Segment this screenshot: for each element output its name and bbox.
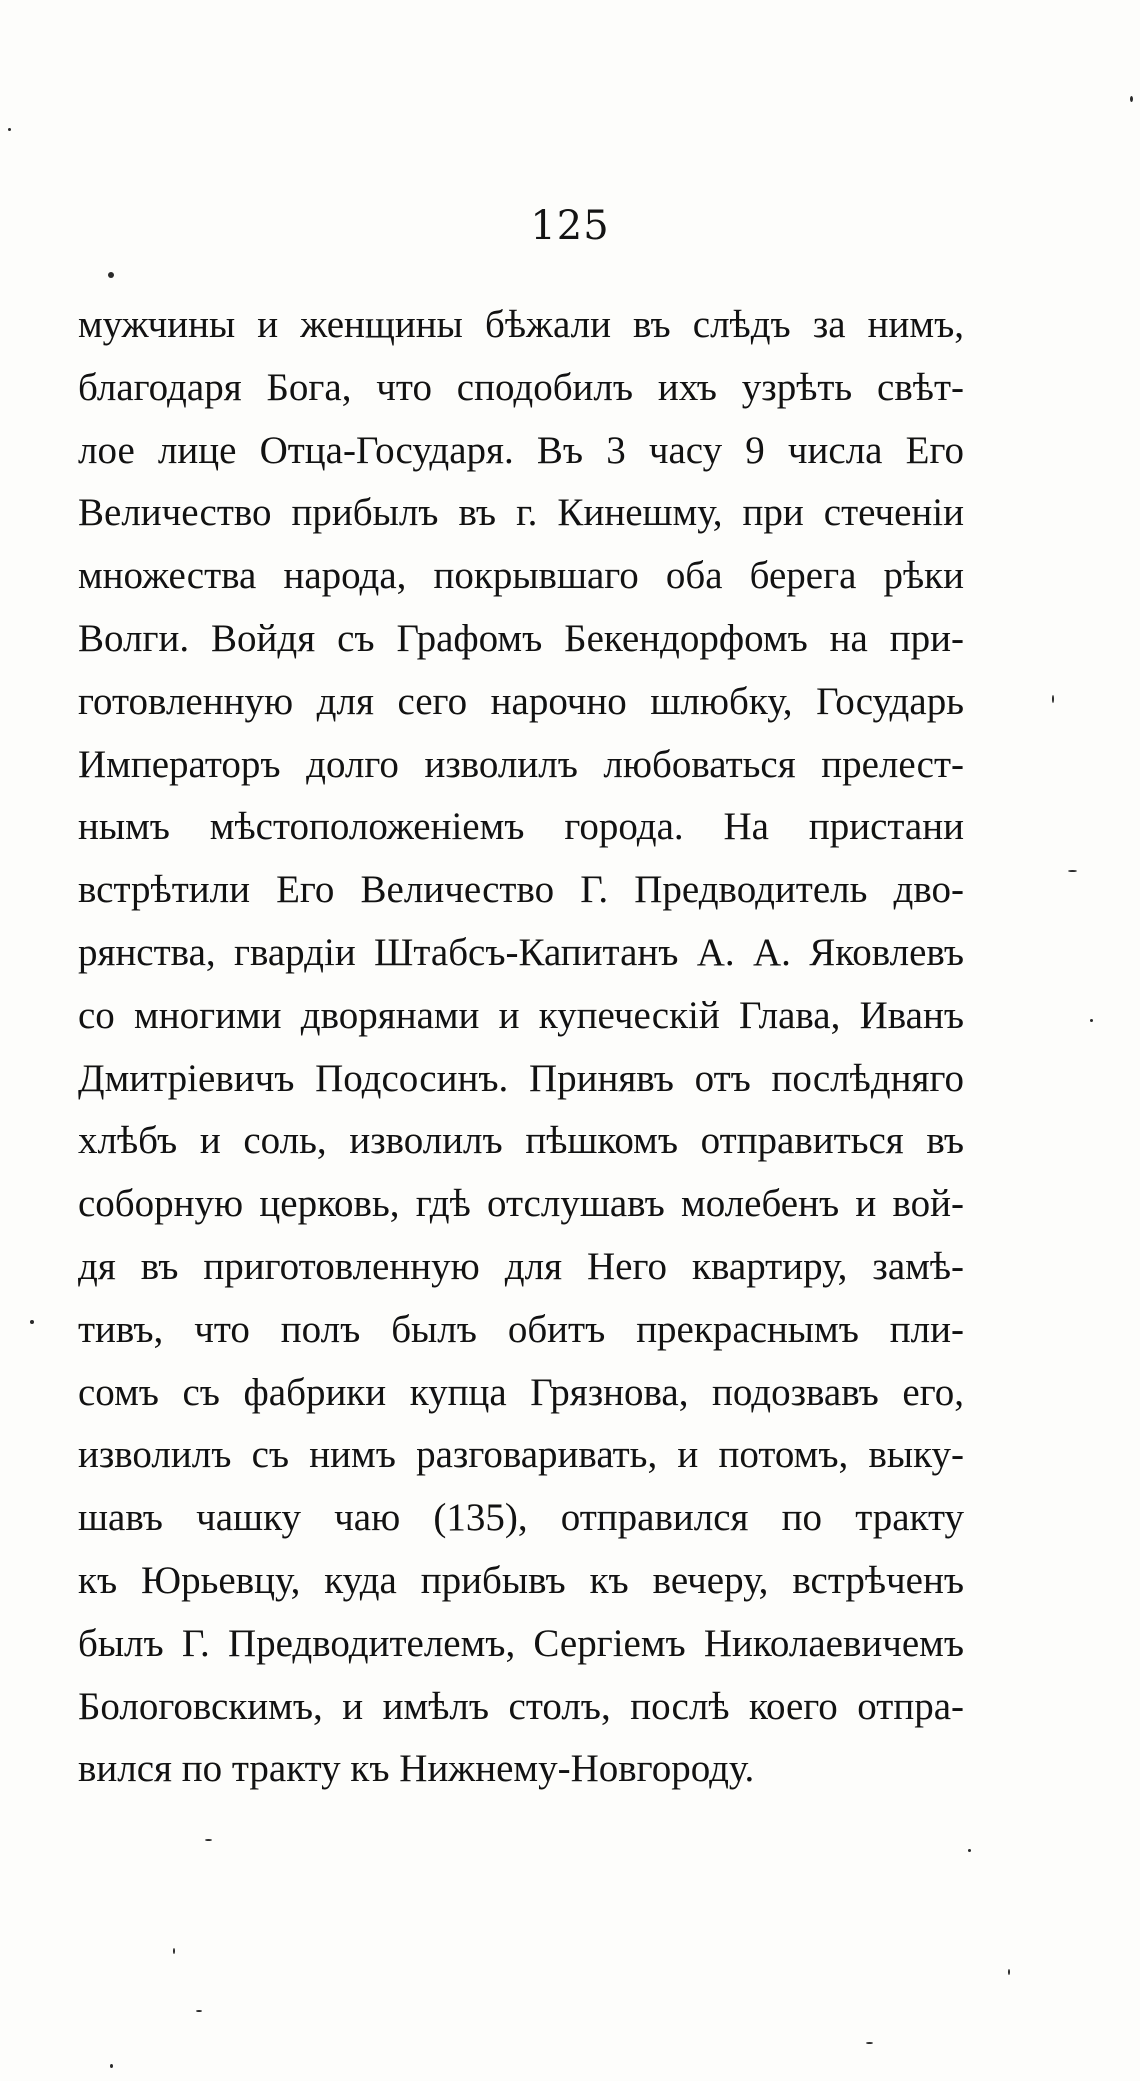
- text-line: вился по тракту къ Нижнему-Новгороду.: [78, 1747, 755, 1791]
- text-line: къ Юрьевцу, куда прибывъ къ вечеру, встрѣченъ: [78, 1558, 964, 1602]
- text-line: готовленную для сего нарочно шлюбку, Государь: [78, 679, 964, 723]
- text-line: встрѣтили Его Величество Г. Предводитель дво-: [78, 868, 964, 912]
- text-line: Императоръ долго изволилъ любоваться прелест-: [78, 742, 964, 786]
- scan-speck: [968, 1849, 971, 1852]
- text-line: со многими дворянами и купеческій Глава, Иванъ: [78, 993, 964, 1037]
- scan-speck: [30, 1320, 34, 1324]
- text-line: Дмитріевичъ Подсосинъ. Принявъ отъ послѣдняго: [78, 1056, 964, 1100]
- scan-speck: [1068, 870, 1077, 872]
- text-line: сомъ съ фабрики купца Грязнова, подозвавъ его,: [78, 1370, 964, 1414]
- text-line: лое лице Отца-Государя. Въ 3 часу 9 числа Его: [78, 428, 964, 472]
- scan-speck: [110, 2064, 113, 2068]
- text-line: нымъ мѣстоположеніемъ города. На пристани: [78, 805, 964, 849]
- text-line: мужчины и женщины бѣжали въ слѣдъ за нимъ,: [78, 303, 964, 346]
- scan-speck: [205, 1839, 212, 1841]
- text-line: Волги. Войдя съ Графомъ Бекендорфомъ на при-: [78, 616, 964, 660]
- scan-speck: [173, 1948, 175, 1954]
- scan-speck: [1090, 1019, 1093, 1022]
- text-line: дя въ приготовленную для Него квартиру, замѣ-: [78, 1244, 964, 1288]
- scan-speck: [1008, 1969, 1010, 1975]
- scan-speck: [1130, 96, 1133, 102]
- text-line: тивъ, что полъ былъ обитъ прекраснымъ пли-: [78, 1307, 964, 1351]
- text-line: изволилъ съ нимъ разговаривать, и потомъ, выку-: [78, 1433, 964, 1477]
- body-text: [78, 294, 964, 1801]
- text-line: былъ Г. Предводителемъ, Сергіемъ Николаевичемъ: [78, 1621, 964, 1665]
- text-line: шавъ чашку чаю (135), отправился по тракту: [78, 1496, 964, 1540]
- text-line: благодаря Бога, что сподобилъ ихъ узрѣть свѣт-: [78, 365, 964, 409]
- text-line: хлѣбъ и соль, изволилъ пѣшкомъ отправиться въ: [78, 1119, 964, 1163]
- scan-speck: [8, 128, 11, 131]
- scan-speck: [1052, 695, 1054, 703]
- text-line: Бологовскимъ, и имѣлъ столъ, послѣ коего отпра-: [78, 1684, 964, 1728]
- page-number: 125: [530, 203, 610, 249]
- text-line: рянства, гвардіи Штабсъ-Капитанъ А. А. Яковлевъ: [78, 930, 964, 974]
- scan-speck: [866, 2042, 873, 2044]
- scan-speck: [108, 272, 114, 278]
- text-line: соборную церковь, гдѣ отслушавъ молебенъ и вой-: [78, 1182, 964, 1226]
- text-line: множества народа, покрывшаго оба берега рѣки: [78, 554, 964, 598]
- text-line: Величество прибылъ въ г. Кинешму, при стеченіи: [78, 491, 964, 535]
- scan-speck: [196, 2010, 202, 2012]
